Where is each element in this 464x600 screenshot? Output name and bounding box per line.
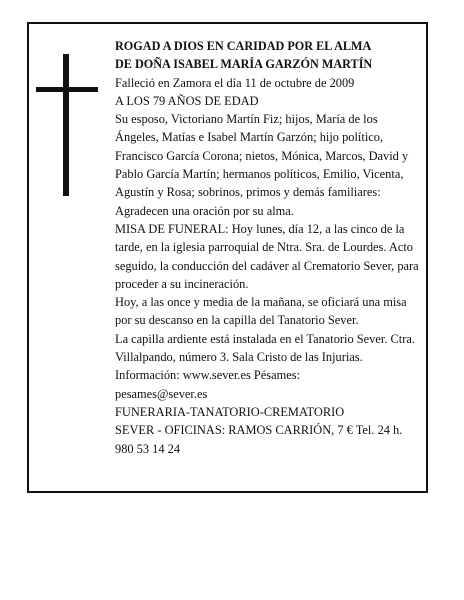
mass-paragraph: Hoy, a las once y media de la mañana, se oficiará una misa por su descanso en la capilla del Tanatorio Sever.: [115, 295, 407, 328]
prayer-request: Agradecen una oración por su alma.: [115, 203, 294, 218]
age-info: A LOS 79 AÑOS DE EDAD: [115, 93, 259, 108]
company-name: FUNERARIA-TANATORIO-CREMATORIO: [115, 404, 345, 419]
cross-icon: [36, 54, 98, 196]
condolence-email: pesames@sever.es: [115, 386, 208, 401]
chapel-paragraph: La capilla ardiente está instalada en el Tanatorio Sever. Ctra. Villalpando, número 3. Sala Cristo de las Injurias.: [115, 331, 415, 365]
company-contact: SEVER - OFICINAS: RAMOS CARRIÓN, 7 € Tel. 24 h. 980 53 14 24: [115, 423, 403, 456]
heading-line-2: DE DOÑA ISABEL MARÍA GARZÓN MARTÍN: [115, 57, 373, 72]
cross-vertical-bar: [63, 54, 69, 196]
info-line: Información: www.sever.es Pésames:: [115, 368, 301, 383]
family-paragraph: Su esposo, Victoriano Martín Fiz; hijos, María de los Ángeles, Matías e Isabel Martín Garzón; hijo político, Francisco García Corona; nietos, Mónica, Marcos, David y Pablo García Martín; hermanos políticos, Emilio, Vicenta, Agustín y Rosa; sobrinos, primos y demás familiares:: [115, 112, 409, 200]
death-info: Falleció en Zamora el día 11 de octubre de 2009: [115, 75, 355, 90]
heading-line-1: ROGAD A DIOS EN CARIDAD POR EL ALMA: [115, 39, 372, 53]
cross-horizontal-bar: [36, 87, 98, 92]
obituary-text: [115, 37, 423, 458]
funeral-paragraph: MISA DE FUNERAL: Hoy lunes, día 12, a las cinco de la tarde, en la iglesia parroquial de Ntra. Sra. de Lourdes. Acto seguido, la conducción del cadáver al Crematorio Sever, para proceder a su incineración.: [115, 221, 419, 291]
